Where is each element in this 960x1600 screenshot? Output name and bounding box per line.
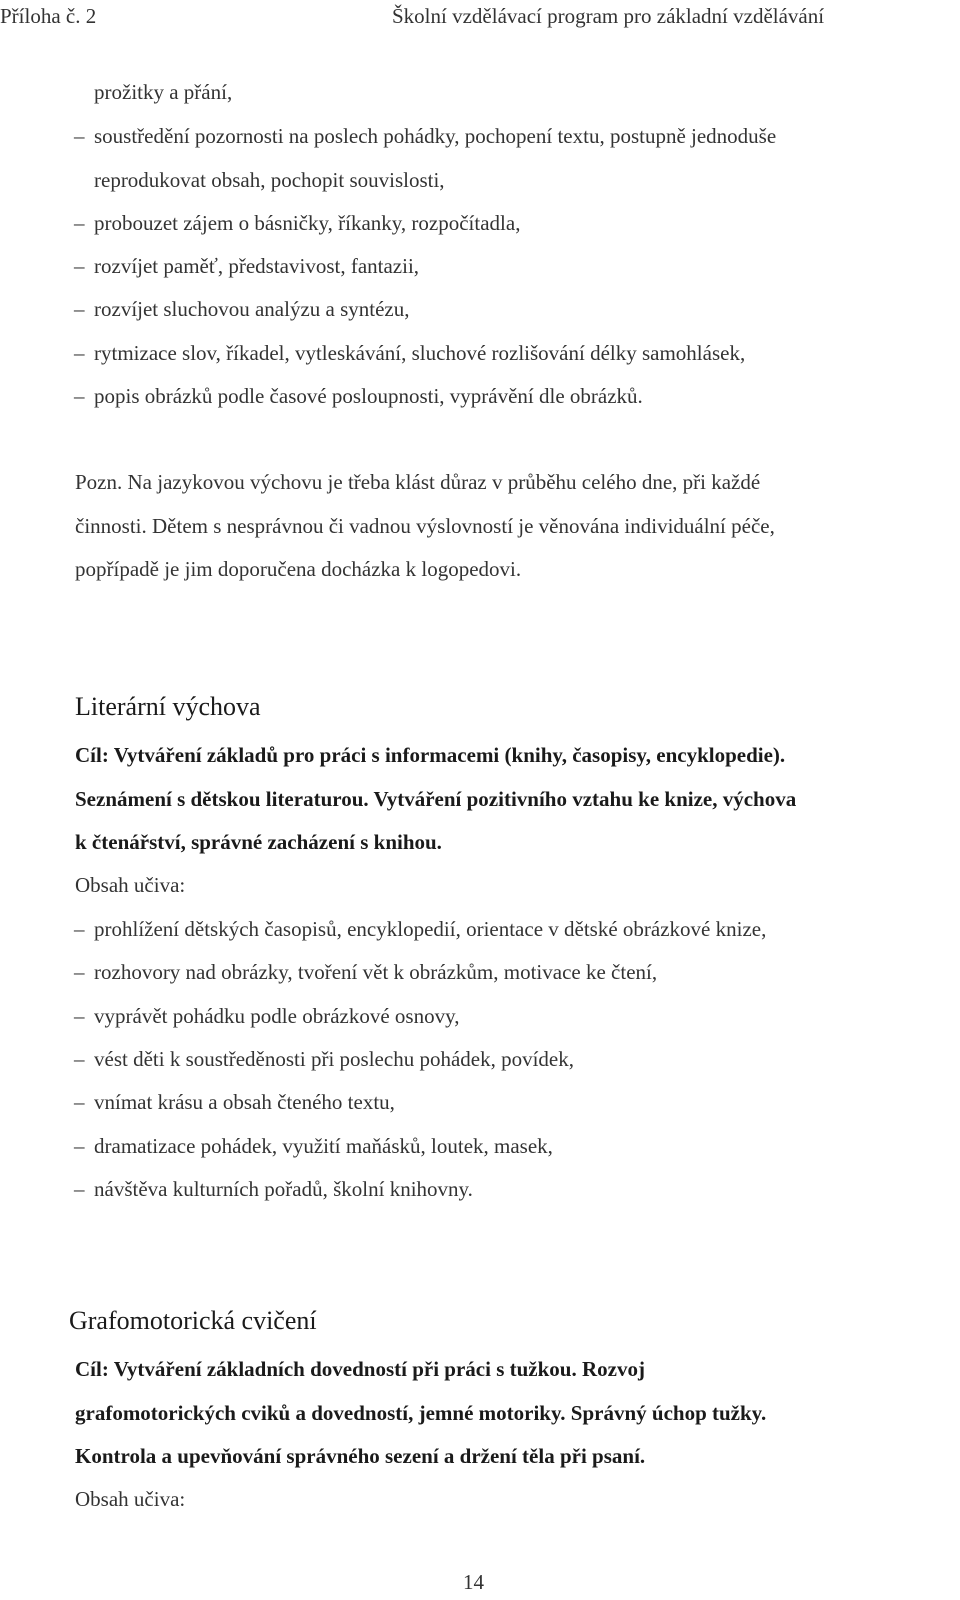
note-line: Pozn. Na jazykovou výchovu je třeba klást důraz v průběhu celého dne, při každé — [75, 470, 761, 494]
header-document-title: Školní vzdělávací program pro základní vzdělávání — [392, 4, 825, 28]
header-appendix-label: Příloha č. 2 — [0, 4, 97, 28]
content-label: Obsah učiva: — [75, 1487, 186, 1511]
page-header — [0, 4, 930, 34]
note-line: popřípadě je jim doporučena docházka k logopedovi. — [75, 557, 522, 581]
goal-line: Kontrola a upevňování správného sezení a držení těla při psaní. — [75, 1444, 646, 1468]
goal-line: Cíl: Vytváření základních dovedností při práci s tužkou. Rozvoj — [75, 1357, 645, 1381]
goal-line: Cíl: Vytváření základů pro práci s informacemi (knihy, časopisy, encyklopedie). — [75, 743, 786, 767]
goal-line: grafomotorických cviků a dovedností, jemné motoriky. Správný úchop tužky. — [75, 1401, 767, 1425]
goal-line: k čtenářství, správné zacházení s knihou. — [75, 830, 442, 854]
section-title-graphomotor: Grafomotorická cvičení — [69, 1306, 317, 1335]
content-label: Obsah učiva: — [75, 873, 186, 897]
page-number: 14 — [463, 1570, 484, 1594]
goal-line: Seznámení s dětskou literaturou. Vytváření pozitivního vztahu ke knize, výchova — [75, 787, 797, 811]
note-line: činnosti. Dětem s nesprávnou či vadnou výslovností je věnována individuální péče, — [75, 514, 775, 538]
section-title-literary: Literární výchova — [75, 692, 261, 721]
